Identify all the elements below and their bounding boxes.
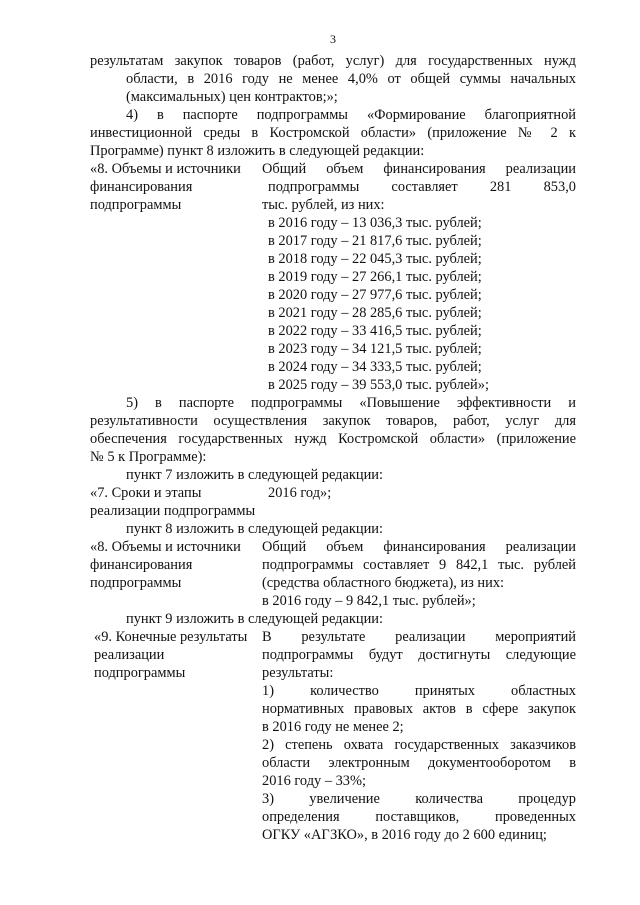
year-line: в 2025 году – 39 553,0 тыс. рублей»;	[268, 377, 489, 393]
passport-row-terms	[90, 484, 576, 520]
text-line: инвестиционной среды в Костромской области» (приложение № 2 к	[90, 125, 576, 141]
paragraph-1	[90, 52, 576, 106]
year-line: в 2023 году – 34 121,5 тыс. рублей;	[268, 341, 482, 357]
value-line: 3) увеличение количества процедур	[262, 791, 576, 807]
year-line: в 2022 году – 33 416,5 тыс. рублей;	[268, 323, 482, 339]
value-line: определения поставщиков, проведенных	[262, 809, 576, 825]
value-line: 2) степень охвата государственных заказчиков	[262, 737, 576, 753]
row-label	[90, 538, 262, 592]
value-line: области электронным документооборотом в	[262, 755, 576, 771]
item7-intro: пункт 7 изложить в следующей редакции:	[126, 467, 383, 483]
value-line: 1) количество принятых областных	[262, 683, 576, 699]
value-line: Общий объем финансирования реализации	[262, 161, 576, 177]
year-line: в 2021 году – 28 285,6 тыс. рублей;	[268, 305, 482, 321]
value-line: тыс. рублей, из них:	[262, 197, 385, 213]
row-label	[90, 484, 262, 520]
text-line: Программе) пункт 8 изложить в следующей редакции:	[90, 143, 425, 159]
text-line: области, в 2016 году не менее 4,0% от общей суммы начальных	[126, 71, 576, 87]
row-value	[262, 628, 576, 844]
year-line: в 2019 году – 27 266,1 тыс. рублей;	[268, 269, 482, 285]
label-line: подпрограммы	[90, 197, 182, 213]
value-line: подпрограммы составляет 281 853,0	[268, 179, 576, 195]
passport-row-results	[90, 628, 576, 844]
result-item	[262, 682, 576, 736]
value-line: в 2016 году – 9 842,1 тыс. рублей»;	[262, 593, 476, 609]
label-line: реализации	[94, 647, 165, 663]
year-line: в 2024 году – 34 333,5 тыс. рублей;	[268, 359, 482, 375]
row-label	[90, 160, 262, 214]
row-label	[90, 628, 262, 682]
label-line: «8. Объемы и источники	[90, 161, 241, 177]
paragraph-3	[90, 394, 576, 466]
passport-row-financing-2	[90, 538, 576, 610]
row-value	[262, 160, 576, 394]
value-line: 2016 году – 33%;	[262, 773, 366, 789]
value-line: ОГКУ «АГЗКО», в 2016 году до 2 600 единиц;	[262, 827, 547, 843]
year-line: в 2020 году – 27 977,6 тыс. рублей;	[268, 287, 482, 303]
paragraph-2	[90, 106, 576, 160]
item9-intro: пункт 9 изложить в следующей редакции:	[126, 611, 383, 627]
text-line: результативности осуществления закупок товаров, работ, услуг для	[90, 413, 576, 429]
label-line: реализации подпрограммы	[90, 503, 256, 519]
value-line: результаты:	[262, 665, 334, 681]
value-line: в 2016 году не менее 2;	[262, 719, 404, 735]
text-line: 4) в паспорте подпрограммы «Формирование благоприятной	[126, 107, 576, 123]
label-line: финансирования	[90, 179, 193, 195]
text-line: 5) в паспорте подпрограммы «Повышение эффективности и	[126, 395, 576, 411]
label-line: подпрограммы	[94, 665, 186, 681]
result-item	[262, 736, 576, 790]
year-line: в 2017 году – 21 817,6 тыс. рублей;	[268, 233, 482, 249]
label-line: «7. Сроки и этапы	[90, 485, 202, 501]
passport-row-financing-1	[90, 160, 576, 394]
year-line: в 2016 году – 13 036,3 тыс. рублей;	[268, 215, 482, 231]
value-line: Общий объем финансирования реализации	[262, 539, 576, 555]
label-line: подпрограммы	[90, 575, 182, 591]
text-line: обеспечения государственных нужд Костромской области» (приложение	[90, 431, 576, 447]
row-value	[262, 538, 576, 610]
text-line: результатам закупок товаров (работ, услуг) для государственных нужд	[90, 53, 576, 69]
text-line: (максимальных) цен контрактов;»;	[126, 89, 338, 105]
value-line: (средства областного бюджета), из них:	[262, 575, 505, 591]
value-line: В результате реализации мероприятий	[262, 629, 576, 645]
document-page	[90, 32, 576, 844]
row-value: 2016 год»;	[268, 485, 332, 501]
label-line: «8. Объемы и источники	[90, 539, 241, 555]
page-number: 3	[330, 32, 336, 46]
year-line: в 2018 году – 22 045,3 тыс. рублей;	[268, 251, 482, 267]
value-line: подпрограммы составляет 9 842,1 тыс. рублей	[262, 557, 576, 573]
text-line: № 5 к Программе):	[90, 449, 207, 465]
item8-intro: пункт 8 изложить в следующей редакции:	[126, 521, 383, 537]
result-item	[262, 628, 576, 682]
label-line: «9. Конечные результаты	[94, 629, 248, 645]
result-item	[262, 790, 576, 844]
label-line: финансирования	[90, 557, 193, 573]
value-line: подпрограммы будут достигнуты следующие	[262, 647, 576, 663]
value-line: нормативных правовых актов в сфере закупок	[262, 701, 576, 717]
